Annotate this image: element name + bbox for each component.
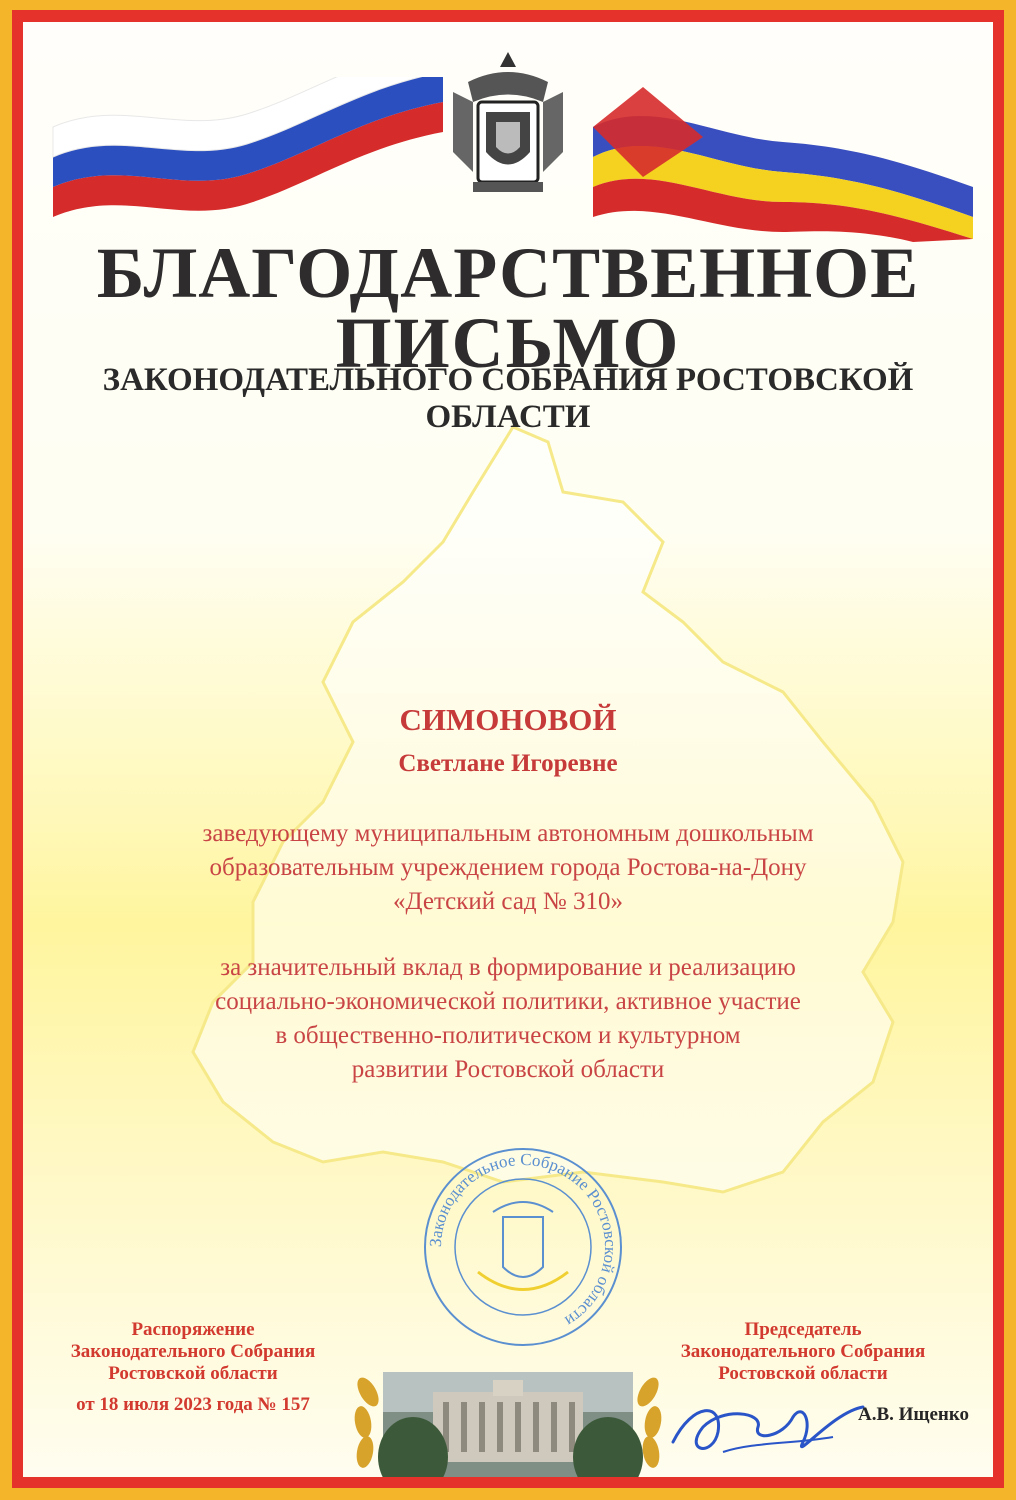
reason-line-3: в общественно-политическом и культурном (275, 1022, 741, 1049)
recipient-name: Светлане Игоревне (398, 750, 618, 777)
signature (663, 1382, 873, 1472)
position-line-2: образовательным учреждением города Ростова-на-Дону (209, 854, 807, 881)
rostov-flag (583, 67, 983, 242)
order-date: от 18 июля 2023 года № 157 (76, 1394, 310, 1415)
chairman-block (648, 1319, 958, 1385)
title-line-1: БЛАГОДАРСТВЕННОЕ (96, 233, 920, 313)
order-line-3: Ростовской области (108, 1363, 278, 1384)
order-line-2: Законодательного Собрания (70, 1341, 316, 1362)
order-line-1: Распоряжение (131, 1319, 255, 1340)
parliament-building-image (343, 1352, 673, 1477)
coat-of-arms-icon (438, 42, 578, 202)
position-line-1: заведующему муниципальным автономным дошкольным (202, 820, 814, 847)
chairman-name: А.В. Ищенко (858, 1404, 970, 1425)
reason-line-4: развитии Ростовской области (351, 1056, 665, 1083)
order-block (23, 1319, 363, 1385)
chairman-line-3: Ростовской области (718, 1363, 888, 1384)
stamp-text: Законодательное Собрание Ростовской области (425, 1149, 621, 1331)
reason-line-1: за значительный вклад в формирование и реализацию (220, 954, 796, 981)
official-stamp (418, 1142, 628, 1352)
title-subtitle: ЗАКОНОДАТЕЛЬНОГО СОБРАНИЯ РОСТОВСКОЙ ОБЛАСТИ (102, 362, 914, 435)
chairman-line-2: Законодательного Собрания (680, 1341, 926, 1362)
chairman-line-1: Председатель (744, 1319, 862, 1340)
recipient-surname: СИМОНОВОЙ (399, 702, 617, 737)
certificate-sheet (23, 22, 993, 1477)
position-line-3: «Детский сад № 310» (392, 888, 623, 915)
russian-flag (43, 77, 453, 227)
title-line-2: ПИСЬМО (335, 303, 681, 383)
reason-line-2: социально-экономической политики, активное участие (215, 988, 801, 1015)
